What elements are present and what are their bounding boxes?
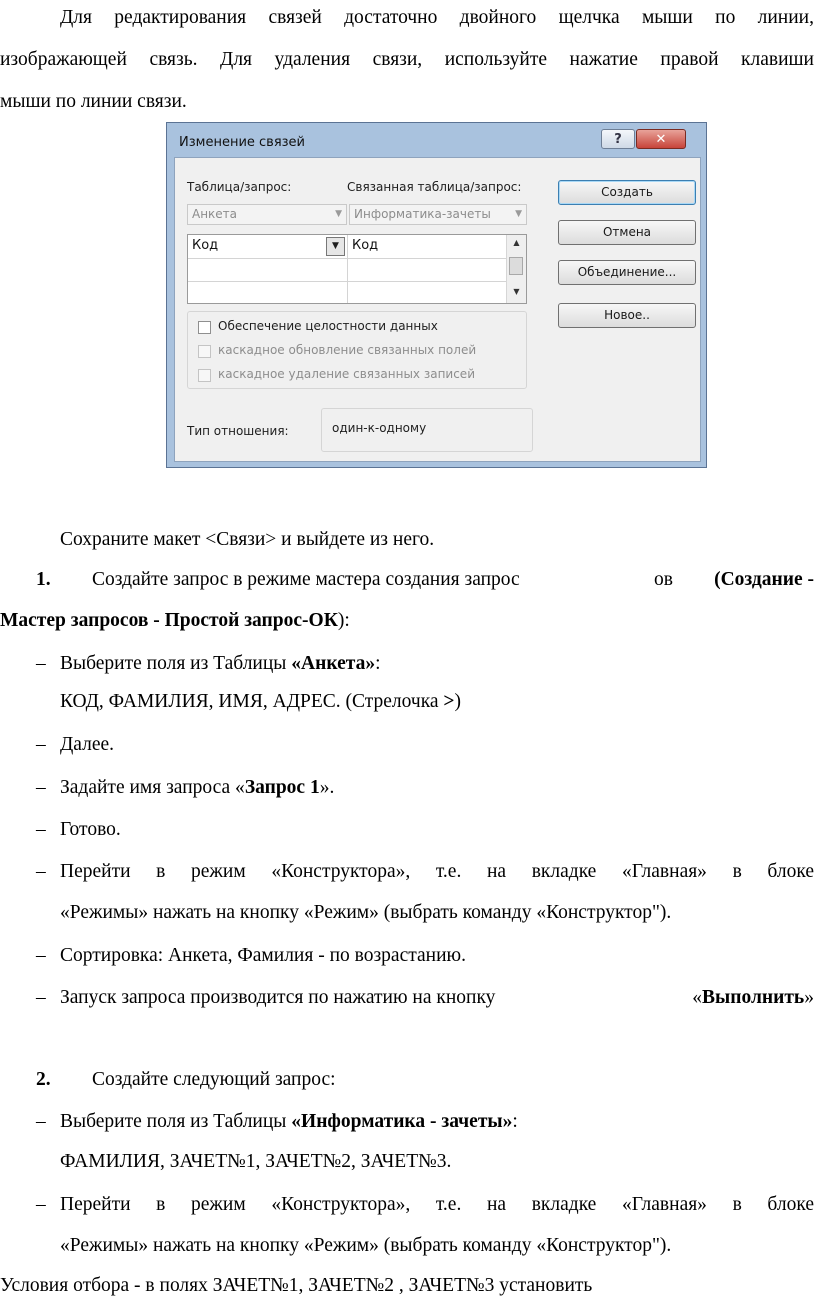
grid-right-field[interactable]: Код (352, 238, 379, 253)
integrity-checkbox[interactable] (198, 321, 211, 334)
bullet-dash: – (36, 945, 46, 966)
table-query-value: Анкета (192, 207, 238, 221)
grid-left-field[interactable]: Код (192, 238, 219, 253)
bullet-choose-fields: Выберите поля из Таблицы «Анкета»: (60, 653, 381, 674)
bullet-next: Далее. (60, 734, 115, 755)
step-1-text: Создайте запрос в режиме мастера создания запрос (92, 569, 520, 590)
bullet-designer-line-1: Перейти в режим «Конструктора», т.е. на вкладке «Главная» в блоке (60, 861, 814, 882)
integrity-label: Обеспечение целостности данных (218, 319, 438, 333)
step-1-number: 1. (36, 569, 51, 590)
bullet-dash: – (36, 1194, 46, 1215)
table-query-label: Таблица/запрос: (187, 180, 292, 194)
scroll-down-icon[interactable]: ▼ (513, 287, 520, 296)
dialog-title: Изменение связей (179, 135, 306, 150)
step-2-text: Создайте следующий запрос: (92, 1069, 336, 1090)
create-new-button[interactable]: Новое.. (558, 303, 696, 328)
intro-line-3: мыши по линии связи. (0, 91, 187, 112)
related-table-label: Связанная таблица/запрос: (347, 180, 522, 194)
step-1-text-end: ов (654, 569, 673, 590)
bullet-designer-2-line-2: «Режимы» нажать на кнопку «Режим» (выбрать команду «Конструктор"). (60, 1235, 672, 1256)
step-2-number: 2. (36, 1069, 51, 1090)
bullet-done: Готово. (60, 819, 121, 840)
bullet-dash: – (36, 861, 46, 882)
chevron-down-icon[interactable]: ▼ (326, 237, 345, 256)
step-1-bold-start: (Создание - (714, 569, 814, 590)
cascade-delete-label: каскадное удаление связанных записей (218, 367, 475, 381)
bullet-query-name: Задайте имя запроса «Запрос 1». (60, 777, 335, 798)
bullet-dash: – (36, 987, 46, 1008)
relationship-type-label: Тип отношения: (187, 424, 289, 438)
join-type-button[interactable]: Объединение... (558, 260, 696, 285)
step-1-line-2: Мастер запросов - Простой запрос-ОК): (0, 610, 350, 631)
save-instruction: Сохраните макет <Связи> и выйдете из него. (60, 529, 435, 550)
cancel-button[interactable]: Отмена (558, 220, 696, 245)
fields-list: КОД, ФАМИЛИЯ, ИМЯ, АДРЕС. (Стрелочка >) (60, 691, 462, 712)
grid-divider (347, 235, 348, 303)
table-query-combo[interactable] (187, 204, 347, 225)
grid-row-line (188, 281, 507, 282)
grid-row-line (188, 258, 507, 259)
bullet-designer-line-2: «Режимы» нажать на кнопку «Режим» (выбрать команду «Конструктор"). (60, 902, 672, 923)
bullet-dash: – (36, 653, 46, 674)
chevron-down-icon: ▼ (335, 209, 342, 219)
field-grid[interactable] (187, 234, 527, 304)
related-table-combo[interactable] (349, 204, 527, 225)
integrity-group (187, 311, 527, 389)
bullet-run-query: Запуск запроса производится по нажатию на кнопку (60, 987, 496, 1008)
help-button[interactable]: ? (601, 129, 635, 149)
edit-relationships-dialog (166, 122, 707, 468)
bullet-dash: – (36, 777, 46, 798)
chevron-down-icon: ▼ (515, 209, 522, 219)
relationship-type-box (321, 408, 533, 452)
bullet-dash: – (36, 1111, 46, 1132)
bullet-sort: Сортировка: Анкета, Фамилия - по возрастанию. (60, 945, 466, 966)
intro-line-2: изображающей связь. Для удаления связи, используйте нажатие правой клавиши (0, 49, 814, 70)
bullet-choose-fields-2: Выберите поля из Таблицы «Информатика - зачеты»: (60, 1111, 518, 1132)
cascade-delete-checkbox[interactable] (198, 369, 211, 382)
bullet-dash: – (36, 819, 46, 840)
cascade-update-checkbox[interactable] (198, 345, 211, 358)
relationship-type-value: один-к-одному (332, 421, 427, 435)
selection-criteria-line: Условия отбора - в полях ЗАЧЕТ№1, ЗАЧЕТ№2 , ЗАЧЕТ№3 установить (0, 1275, 593, 1296)
scroll-up-icon[interactable]: ▲ (513, 238, 520, 247)
run-button-name: «Выполнить» (692, 987, 814, 1008)
close-button[interactable]: ✕ (636, 129, 686, 149)
fields-list-2: ФАМИЛИЯ, ЗАЧЕТ№1, ЗАЧЕТ№2, ЗАЧЕТ№3. (60, 1151, 452, 1172)
bullet-designer-2-line-1: Перейти в режим «Конструктора», т.е. на вкладке «Главная» в блоке (60, 1194, 814, 1215)
cascade-update-label: каскадное обновление связанных полей (218, 343, 477, 357)
bullet-dash: – (36, 734, 46, 755)
grid-scrollbar[interactable] (506, 235, 526, 303)
related-table-value: Информатика-зачеты (354, 207, 491, 221)
intro-line-1: Для редактирования связей достаточно двойного щелчка мыши по линии, (60, 7, 814, 28)
dialog-body (174, 157, 701, 462)
scroll-thumb[interactable] (509, 257, 523, 275)
create-button[interactable]: Создать (558, 180, 696, 205)
